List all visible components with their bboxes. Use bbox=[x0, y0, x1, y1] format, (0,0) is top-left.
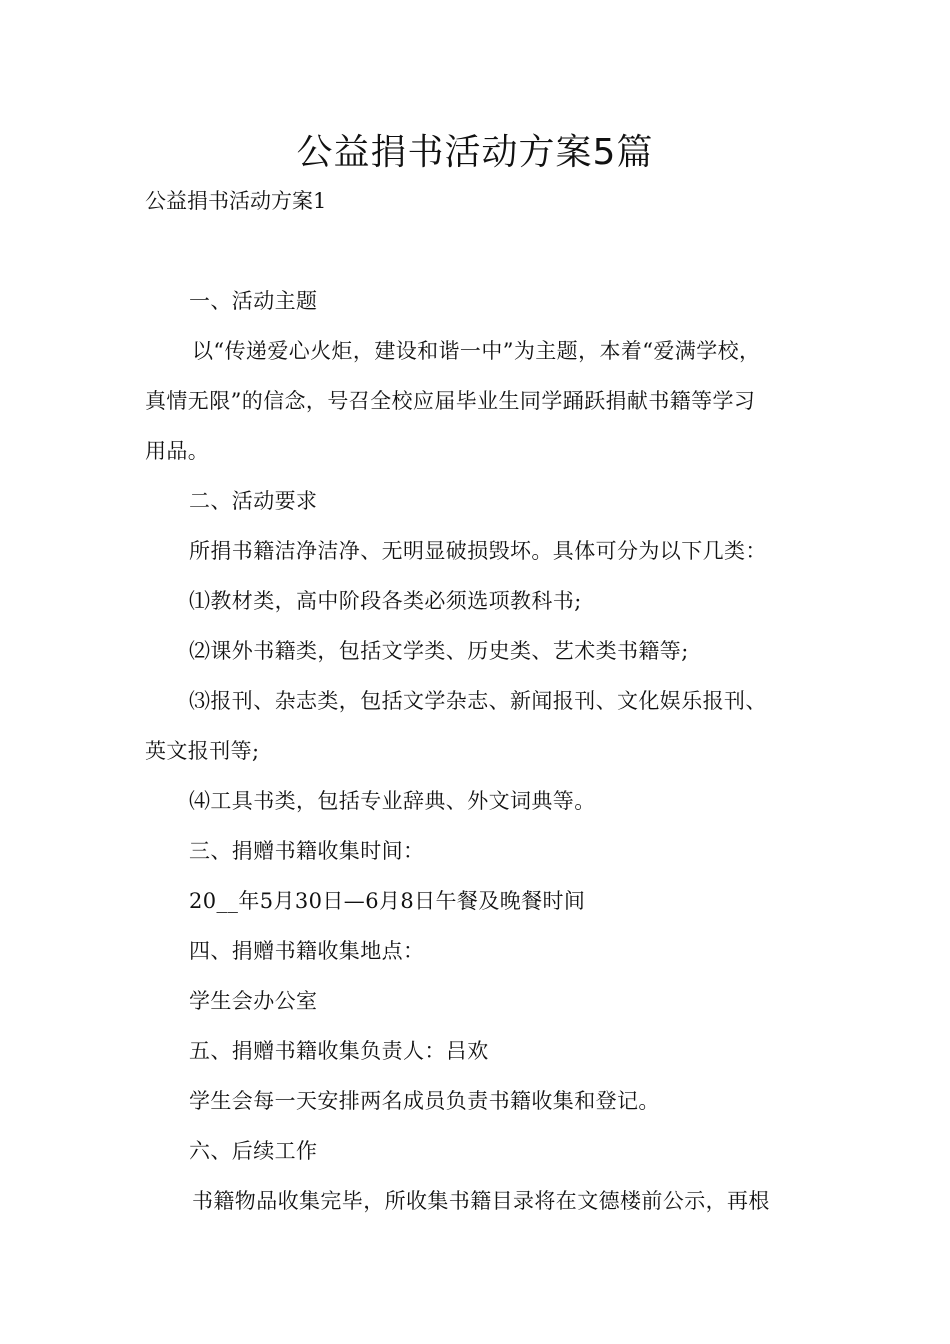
heading-person-in-charge: 五、捐赠书籍收集负责人：吕欢 bbox=[189, 1039, 489, 1063]
collection-time-value: 20__年5月30日—6月8日午餐及晚餐时间 bbox=[189, 889, 586, 913]
document-title: 公益捐书活动方案5篇 bbox=[296, 132, 654, 173]
heading-collection-time: 三、捐赠书籍收集时间： bbox=[189, 839, 425, 863]
paragraph-line: 所捐书籍洁净洁净、无明显破损毁坏。具体可分为以下几类： bbox=[189, 539, 767, 563]
heading-activity-theme: 一、活动主题 bbox=[189, 289, 318, 313]
list-item: ⑶报刊、杂志类，包括文学杂志、新闻报刊、文化娱乐报刊、 bbox=[189, 689, 767, 713]
list-item: ⑵课外书籍类，包括文学类、历史类、艺术类书籍等; bbox=[189, 639, 689, 663]
paragraph-line: 真情无限”的信念，号召全校应届毕业生同学踊跃捐献书籍等学习 bbox=[145, 389, 756, 413]
heading-follow-up-work: 六、后续工作 bbox=[189, 1139, 318, 1163]
section-subtitle: 公益捐书活动方案1 bbox=[145, 189, 327, 213]
list-item-continued: 英文报刊等; bbox=[145, 739, 260, 763]
heading-activity-requirements: 二、活动要求 bbox=[189, 489, 318, 513]
paragraph-line: 学生会每一天安排两名成员负责书籍收集和登记。 bbox=[189, 1089, 660, 1113]
collection-location-value: 学生会办公室 bbox=[189, 989, 318, 1013]
paragraph-line: 用品。 bbox=[145, 439, 210, 463]
paragraph-line: 以“传递爱心火炬，建设和谐一中”为主题，本着“爱满学校， bbox=[192, 339, 761, 363]
list-item: ⑴教材类，高中阶段各类必须选项教科书; bbox=[189, 589, 582, 613]
heading-collection-location: 四、捐赠书籍收集地点： bbox=[189, 939, 425, 963]
paragraph-line: 书籍物品收集完毕，所收集书籍目录将在文德楼前公示，再根 bbox=[192, 1189, 770, 1213]
list-item: ⑷工具书类，包括专业辞典、外文词典等。 bbox=[189, 789, 596, 813]
